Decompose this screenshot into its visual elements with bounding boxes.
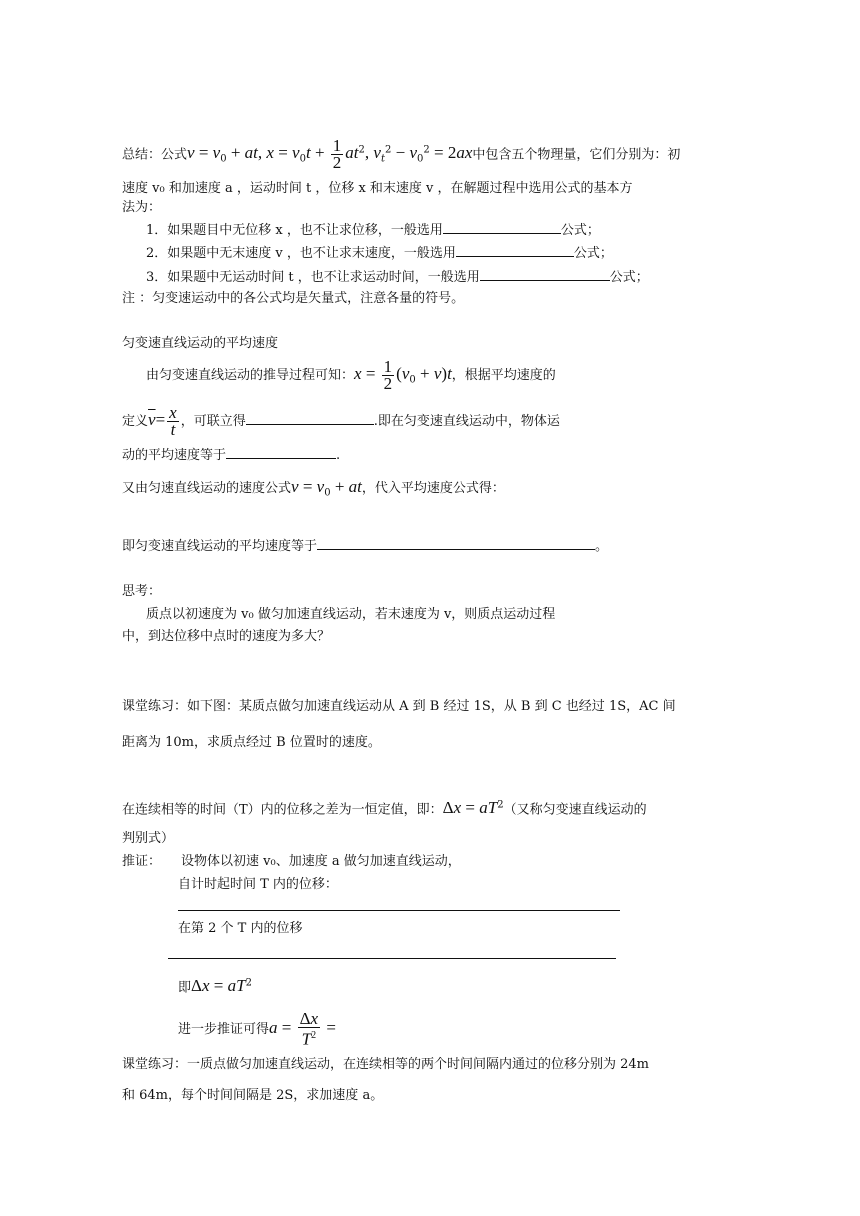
avg-p3-pre: 动的平均速度等于 [122, 448, 227, 463]
avg-line-2 [122, 400, 560, 440]
avg-p5-pre: 即匀变速直线运动的平均速度等于 [122, 539, 318, 554]
proof-ji: 即 [178, 980, 192, 996]
item2-pre: 2．如果题中无末速度 v ，也不让求末速度，一般选用 [146, 246, 456, 261]
summary-item-2 [146, 244, 613, 263]
item1-pre: 1．如果题目中无位移 x ，也不让求位移，一般选用 [146, 223, 443, 238]
avg-p2-pre: 定义 [122, 414, 149, 429]
summary-formula: $v = v_0$ + at, $x = v_0t$ + $\frac{1}{2}$ $at^2$, $v_t^2 - v_0^2 = 2ax$ [187, 136, 473, 173]
proof-line [122, 853, 461, 871]
summary-item-3 [146, 268, 649, 287]
avg-p2-mid: ，可联立得 [180, 414, 246, 429]
avg-p2-post: .即在匀变速直线运动中，物体运 [373, 414, 560, 429]
avg-velocity-formula: $v = v_0$ + at [291, 477, 362, 499]
summary-line-3: 法为： [122, 200, 162, 215]
avg-p1-post: ，根据平均速度的 [451, 368, 556, 383]
avg-p4-pre: 又由匀速直线运动的速度公式 [122, 481, 292, 496]
avg-formula-x: x = $\frac{1}{2}$ $(v_0 + v)t$ [354, 357, 452, 393]
avg-blank-2[interactable] [226, 446, 336, 459]
avg-def-formula: $\overline{v}=$ $\frac{x}{t}$ [148, 403, 177, 439]
avg-line-3 [122, 446, 340, 465]
avg-p3-post: . [336, 448, 341, 463]
avg-p5-post: 。 [595, 539, 609, 554]
item3-post: 公式； [609, 270, 649, 285]
proof-ji-formula: $\Delta x = aT^2$ [191, 976, 252, 996]
proof-second-T: 在第 2 个 T 内的位移 [178, 921, 303, 936]
item2-post: 公式； [573, 246, 613, 261]
practice1-line-1: 课堂练习：如下图：某质点做匀加速直线运动从 A 到 B 经过 1S，从 B 到 C 也经过 1S，AC 间 [122, 699, 676, 714]
delta-line1-post: （又称匀变速直线运动的 [503, 802, 647, 818]
think-line-2: 中，到达位移中点时的速度为多大？ [122, 629, 331, 644]
delta-formula: $\Delta x = aT^2$ [442, 798, 504, 818]
summary-after-formula: 中包含五个物理量，它们分别为：初 [472, 147, 681, 163]
item1-post: 公式； [560, 223, 600, 238]
proof-label: 推证： [122, 854, 162, 869]
item2-blank[interactable] [456, 244, 574, 257]
avg-line-1 [146, 356, 556, 392]
delta-line-1 [122, 794, 647, 818]
practice1-line-2: 距离为 10m，求质点经过 B 位置时的速度。 [122, 735, 381, 750]
summary-line-2: 速度 v₀ 和加速度 a ，运动时间 t ，位移 x 和末速度 v ，在解题过程中选用公式的基本方 [122, 181, 633, 196]
avg-blank-3[interactable] [317, 537, 595, 550]
summary-item-1 [146, 221, 600, 240]
delta-line-2: 判别式） [122, 831, 175, 846]
think-line-1: 质点以初速度为 v₀ 做匀加速直线运动，若末速度为 v，则质点运动过程 [146, 607, 556, 622]
proof-blank-2[interactable] [168, 958, 616, 959]
avg-blank-1[interactable] [246, 412, 374, 425]
proof-text: 设物体以初速 v₀、加速度 a 做匀加速直线运动， [181, 854, 461, 869]
avg-p1-pre: 由匀变速直线运动的推导过程可知： [146, 368, 355, 383]
proof-further: 进一步推证可得 [178, 1022, 270, 1037]
avg-p4-post: ，代入平均速度公式得： [361, 481, 505, 496]
practice2-line-2: 和 64m，每个时间间隔是 2S，求加速度 a。 [122, 1088, 384, 1103]
item3-blank[interactable] [480, 268, 610, 281]
item3-pre: 3．如果题中无运动时间 t ，也不让求运动时间，一般选用 [146, 270, 480, 285]
delta-line1-pre: 在连续相等的时间（T）内的位移之差为一恒定值，即： [122, 802, 443, 818]
summary-line-1 [122, 134, 681, 173]
proof-ji-line [178, 972, 252, 996]
practice2-line-1: 课堂练习：一质点做匀加速直线运动，在连续相等的两个时间间隔内通过的位移分别为 24m [122, 1057, 650, 1072]
proof-further-line [178, 1008, 336, 1048]
avg-line-4 [122, 476, 505, 498]
think-heading: 思考： [122, 584, 162, 599]
proof-blank-1[interactable] [178, 910, 620, 911]
summary-lead: 总结：公式 [122, 147, 188, 163]
proof-a-formula: a = $\frac{\Delta x}{T^2}$ = [269, 1009, 336, 1049]
avg-line-5 [122, 537, 608, 556]
avg-heading: 匀变速直线运动的平均速度 [122, 336, 279, 351]
item1-blank[interactable] [443, 221, 561, 234]
summary-note: 注 ：匀变速运动中的各公式均是矢量式，注意各量的符号。 [122, 291, 465, 306]
proof-first-T: 自计时起时间 T 内的位移： [178, 877, 338, 892]
